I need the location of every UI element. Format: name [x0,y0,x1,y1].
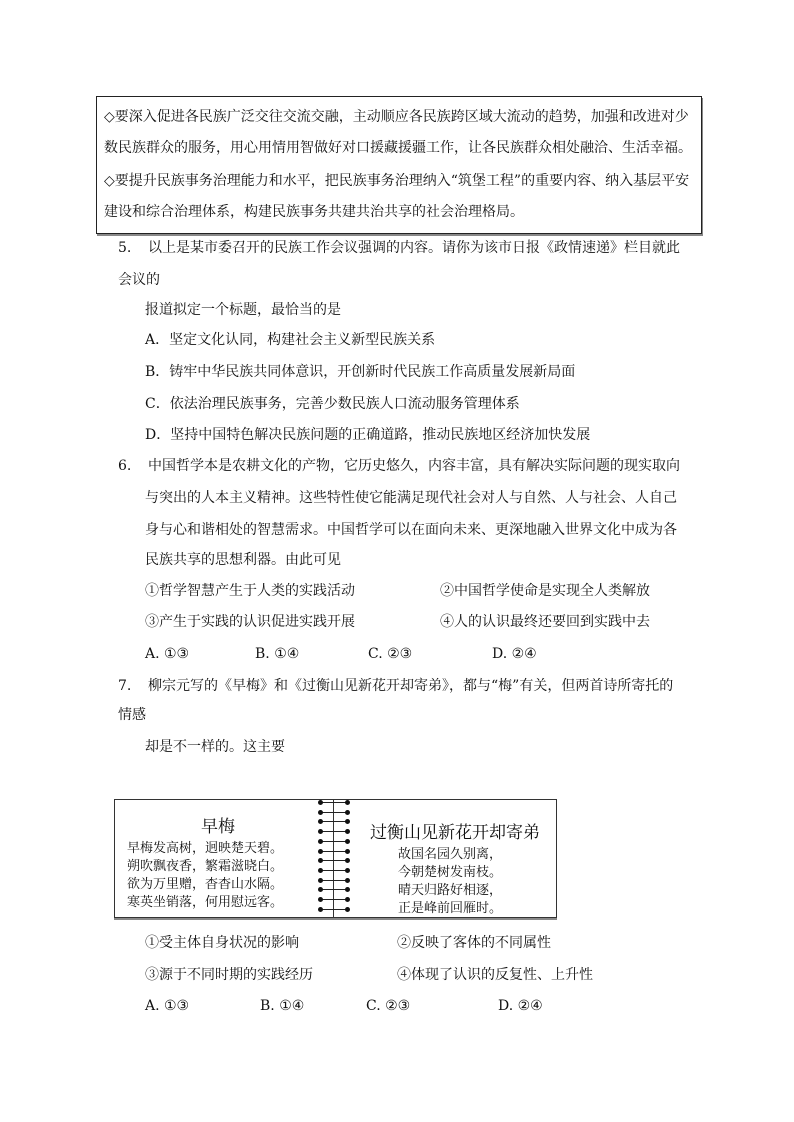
question-stem: 以上是某市委召开的民族工作会议强调的内容。请你为该市日报《政情速递》栏目就此 [148,240,680,256]
question-stem: 柳宗元写的《早梅》和《过衡山见新花开却寄弟》，都与“梅”有关，但两首诗所寄托的 [148,678,674,694]
binder-ring [319,821,349,822]
question-stem: 民族共享的思想利器。由此可见 [145,552,341,568]
question-stem: 情感 [118,707,146,723]
poem-title: 过衡山见新花开却寄弟 [370,823,540,843]
material-line: ◇要深入促进各民族广泛交往交流交融，主动顺应各民族跨区域大流动的趋势，加强和改进对少 [104,109,689,125]
question-stem: 报道拟定一个标题，最恰当的是 [145,302,341,318]
question-stem: 身与心和谐相处的智慧需求。中国哲学可以在面向未来、更深地融入世界文化中成为各 [145,522,677,538]
statement: ④人的认识最终还要回到实践中去 [440,614,650,630]
question-number: 7. [118,678,132,694]
choice-d: D. ②④ [498,998,543,1014]
statement: ①受主体自身状况的影响 [145,935,299,951]
choice-b: B. ①④ [260,998,305,1014]
statement: ①哲学智慧产生于人类的实践活动 [145,583,355,599]
material-line: ◇要提升民族事务治理能力和水平，把民族事务治理纳入“筑堡工程”的重要内容、纳入基层平安 [104,173,690,189]
statement: ③产生于实践的认识促进实践开展 [145,614,355,630]
poem-illustration [114,799,557,918]
poem-line: 欲为万里赠，杳杳山水隔。 [127,877,284,892]
choice-a: A. ①③ [145,998,190,1014]
binder-ring [319,851,349,852]
question-stem: 会议的 [118,272,160,288]
poem-line: 朔吹飘夜香，繁霜滋晓白。 [127,859,284,874]
question-stem: 与突出的人本主义精神。这些特性使它能满足现代社会对人与自然、人与社会、人自己 [145,490,677,506]
material-line: 数民族群众的服务，用心用情用智做好对口援藏援疆工作，让各民族群众相处融洽、生活幸福。 [104,140,692,156]
poem-line: 今朝楚树发南枝。 [398,865,503,880]
binder-ring [319,899,349,900]
option-d: D．坚持中国特色解决民族问题的正确道路，推动民族地区经济加快发展 [145,427,591,443]
binder-ring [319,841,349,842]
statement: ②反映了客体的不同属性 [397,935,551,951]
poem-line: 故国名园久别离， [398,847,503,862]
binder-ring [319,831,349,832]
question-stem: 中国哲学本是农耕文化的产物，它历史悠久，内容丰富，具有解决实际问题的现实取向 [148,458,680,474]
poem-title: 早梅 [201,817,235,837]
option-c: C．依法治理民族事务，完善少数民族人口流动服务管理体系 [145,396,520,412]
poem-line: 晴天归路好相逐， [398,883,503,898]
binder-ring [319,889,349,890]
question-stem: 却是不一样的。这主要 [145,739,285,755]
binder-ring [319,880,349,881]
option-b: B．铸牢中华民族共同体意识，开创新时代民族工作高质量发展新局面 [145,364,576,380]
binder-ring [319,812,349,813]
statement: ②中国哲学使命是实现全人类解放 [440,583,650,599]
material-line: 建设和综合治理体系，构建民族事务共建共治共享的社会治理格局。 [104,204,524,220]
poem-line: 寒英坐销落，何用慰远客。 [127,895,284,910]
binder-ring [319,870,349,871]
binder-ring [319,860,349,861]
binder-ring [319,909,349,910]
choice-d: D. ②④ [492,646,537,662]
choice-c: C. ②③ [366,998,411,1014]
choice-b: B. ①④ [255,646,300,662]
option-a: A．坚定文化认同，构建社会主义新型民族关系 [145,332,436,348]
poem-line: 早梅发高树，迥映楚天碧。 [127,841,284,856]
binder-ring [319,802,349,803]
choice-a: A. ①③ [145,646,190,662]
choice-c: C. ②③ [368,646,413,662]
statement: ③源于不同时期的实践经历 [145,967,313,983]
question-number: 6. [118,458,132,474]
statement: ④体现了认识的反复性、上升性 [397,967,593,983]
poem-line: 正是峰前回雁时。 [398,901,503,916]
question-number: 5. [118,240,132,256]
